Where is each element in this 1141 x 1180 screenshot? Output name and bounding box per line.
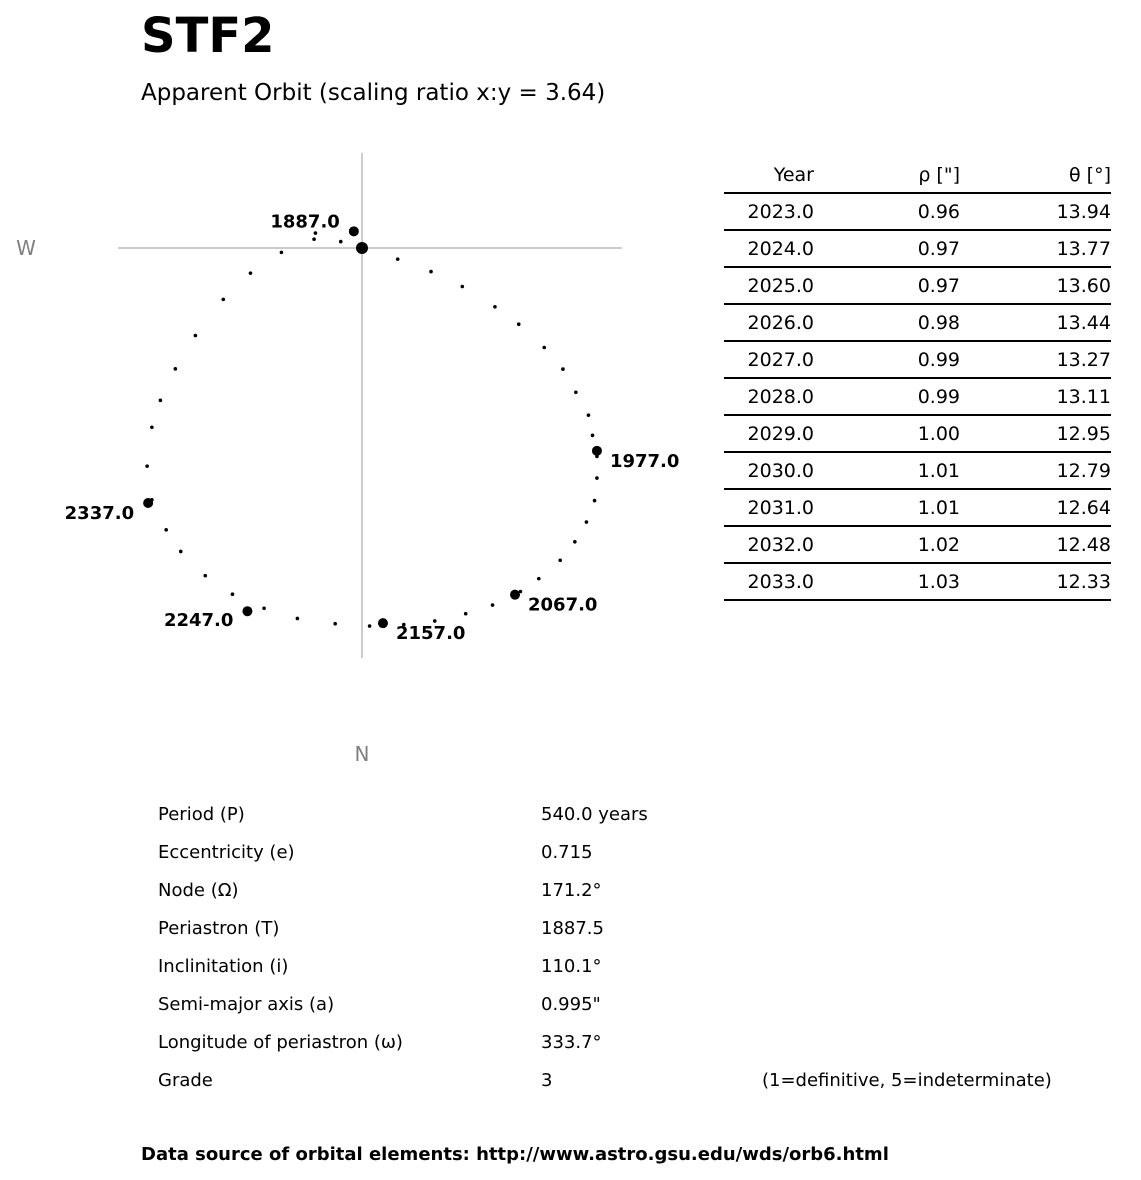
chart-subtitle: Apparent Orbit (scaling ratio x:y = 3.64) — [141, 80, 606, 106]
orbit-point — [396, 257, 400, 261]
orbital-elements-table — [158, 795, 1052, 1099]
orbit-point — [537, 577, 541, 581]
element-row — [158, 833, 1052, 871]
epoch-marker — [592, 446, 602, 456]
col-header-year: Year — [724, 158, 814, 193]
element-row — [158, 795, 1052, 833]
element-note — [762, 985, 1052, 1023]
ephemeris-row — [724, 526, 1111, 563]
element-name: Semi-major axis (a) — [158, 993, 335, 1015]
element-name: Eccentricity (e) — [158, 841, 295, 863]
cell-theta: 13.77 — [960, 230, 1111, 267]
element-value: 0.995" — [541, 993, 601, 1015]
orbit-point — [593, 499, 597, 503]
cell-theta: 13.11 — [960, 378, 1111, 415]
element-name: Longitude of periastron (ω) — [158, 1031, 403, 1053]
orbit-point — [493, 305, 497, 309]
cell-theta: 12.79 — [960, 452, 1111, 489]
element-value: 110.1° — [541, 955, 602, 977]
orbit-point — [429, 270, 433, 274]
orbit-point — [174, 367, 178, 371]
epoch-marker — [378, 618, 388, 628]
orbit-point — [461, 285, 465, 289]
primary-star — [356, 242, 368, 254]
cell-year: 2026.0 — [724, 304, 814, 341]
ephemeris-row — [724, 489, 1111, 526]
orbit-point — [368, 624, 372, 628]
cell-rho: 1.02 — [814, 526, 960, 563]
orbit-point — [249, 271, 253, 275]
orbit-point — [595, 476, 599, 480]
orbit-point — [194, 334, 198, 338]
cell-rho: 0.99 — [814, 341, 960, 378]
element-note: (1=definitive, 5=indeterminate) — [762, 1069, 1052, 1091]
ephemeris-row — [724, 230, 1111, 267]
orbit-point — [517, 322, 521, 326]
orbit-point — [558, 559, 562, 563]
cell-rho: 0.99 — [814, 378, 960, 415]
element-row — [158, 909, 1052, 947]
element-note — [762, 795, 1052, 833]
orbit-point — [280, 251, 284, 255]
element-note — [762, 909, 1052, 947]
ephemeris-row — [724, 267, 1111, 304]
element-value: 333.7° — [541, 1031, 602, 1053]
cell-year: 2029.0 — [724, 415, 814, 452]
cell-year: 2028.0 — [724, 378, 814, 415]
epoch-label: 2337.0 — [64, 502, 135, 524]
orbit-point — [150, 425, 154, 429]
cell-rho: 1.03 — [814, 563, 960, 600]
ephemeris-table — [724, 158, 1111, 601]
ephemeris-row — [724, 193, 1111, 230]
orbit-chart — [0, 140, 700, 780]
col-header-theta: θ [°] — [960, 158, 1111, 193]
element-note — [762, 871, 1052, 909]
orbit-point — [585, 520, 589, 524]
cell-year: 2027.0 — [724, 341, 814, 378]
element-name: Period (P) — [158, 803, 245, 825]
col-header-rho: ρ ["] — [814, 158, 960, 193]
orbit-point — [296, 617, 300, 621]
orbit-point — [333, 622, 337, 626]
orbit-point — [164, 528, 168, 532]
epoch-label: 2247.0 — [163, 610, 234, 632]
epoch-marker — [242, 606, 252, 616]
ephemeris-row — [724, 378, 1111, 415]
orbit-point — [464, 612, 468, 616]
cell-year: 2030.0 — [724, 452, 814, 489]
element-row — [158, 871, 1052, 909]
orbit-point — [203, 574, 207, 578]
orbit-point — [587, 413, 591, 417]
element-value: 0.715 — [541, 841, 593, 863]
epoch-label: 1887.0 — [270, 211, 340, 233]
ephemeris-row — [724, 304, 1111, 341]
cell-theta: 13.44 — [960, 304, 1111, 341]
page-title: STF2 — [141, 8, 275, 64]
element-row — [158, 1023, 1052, 1061]
orbit-point — [221, 298, 225, 302]
cell-year: 2032.0 — [724, 526, 814, 563]
element-row — [158, 947, 1052, 985]
element-row — [158, 985, 1052, 1023]
north-label: N — [354, 742, 370, 766]
orbit-point — [145, 464, 149, 468]
epoch-label: 1977.0 — [609, 450, 680, 472]
element-row — [158, 1061, 1052, 1099]
west-label: W — [16, 236, 36, 260]
cell-year: 2033.0 — [724, 563, 814, 600]
element-name: Node (Ω) — [158, 879, 239, 901]
data-source-note: Data source of orbital elements: http://www.astro.gsu.edu/wds/orb6.html — [141, 1144, 889, 1165]
orbit-point — [312, 237, 316, 241]
element-value: 3 — [541, 1069, 553, 1091]
orbit-point — [231, 592, 235, 596]
orbit-point — [179, 550, 183, 554]
ephemeris-header-row — [724, 158, 1111, 193]
cell-rho: 1.00 — [814, 415, 960, 452]
cell-rho: 0.98 — [814, 304, 960, 341]
orbit-point — [159, 399, 163, 403]
element-value: 540.0 years — [541, 803, 648, 825]
element-name: Grade — [158, 1069, 213, 1091]
cell-rho: 1.01 — [814, 489, 960, 526]
cell-year: 2023.0 — [724, 193, 814, 230]
cell-theta: 13.60 — [960, 267, 1111, 304]
epoch-marker — [143, 498, 153, 508]
orbit-point — [591, 434, 595, 438]
cell-theta: 12.95 — [960, 415, 1111, 452]
cell-theta: 12.48 — [960, 526, 1111, 563]
orbit-point — [339, 240, 343, 244]
element-note — [762, 947, 1052, 985]
orbit-point — [573, 540, 577, 544]
ephemeris-row — [724, 452, 1111, 489]
element-name: Periastron (T) — [158, 917, 280, 939]
cell-theta: 13.27 — [960, 341, 1111, 378]
element-value: 1887.5 — [541, 917, 604, 939]
element-note — [762, 833, 1052, 871]
ephemeris-row — [724, 563, 1111, 600]
orbit-point — [262, 606, 266, 610]
cell-theta: 12.33 — [960, 563, 1111, 600]
ephemeris-row — [724, 341, 1111, 378]
cell-theta: 13.94 — [960, 193, 1111, 230]
element-value: 171.2° — [541, 879, 602, 901]
epoch-label: 2157.0 — [395, 623, 466, 645]
orbit-point — [574, 391, 578, 395]
cell-rho: 0.96 — [814, 193, 960, 230]
ephemeris-row — [724, 415, 1111, 452]
cell-theta: 12.64 — [960, 489, 1111, 526]
cell-rho: 0.97 — [814, 230, 960, 267]
orbit-point — [542, 346, 546, 350]
cell-rho: 0.97 — [814, 267, 960, 304]
orbit-point — [561, 367, 565, 371]
epoch-label: 2067.0 — [528, 594, 598, 616]
epoch-marker — [510, 590, 520, 600]
cell-year: 2024.0 — [724, 230, 814, 267]
cell-year: 2025.0 — [724, 267, 814, 304]
orbit-point — [491, 603, 495, 607]
epoch-marker — [349, 226, 359, 236]
cell-year: 2031.0 — [724, 489, 814, 526]
cell-rho: 1.01 — [814, 452, 960, 489]
element-note — [762, 1023, 1052, 1061]
element-name: Inclinitation (i) — [158, 955, 289, 977]
